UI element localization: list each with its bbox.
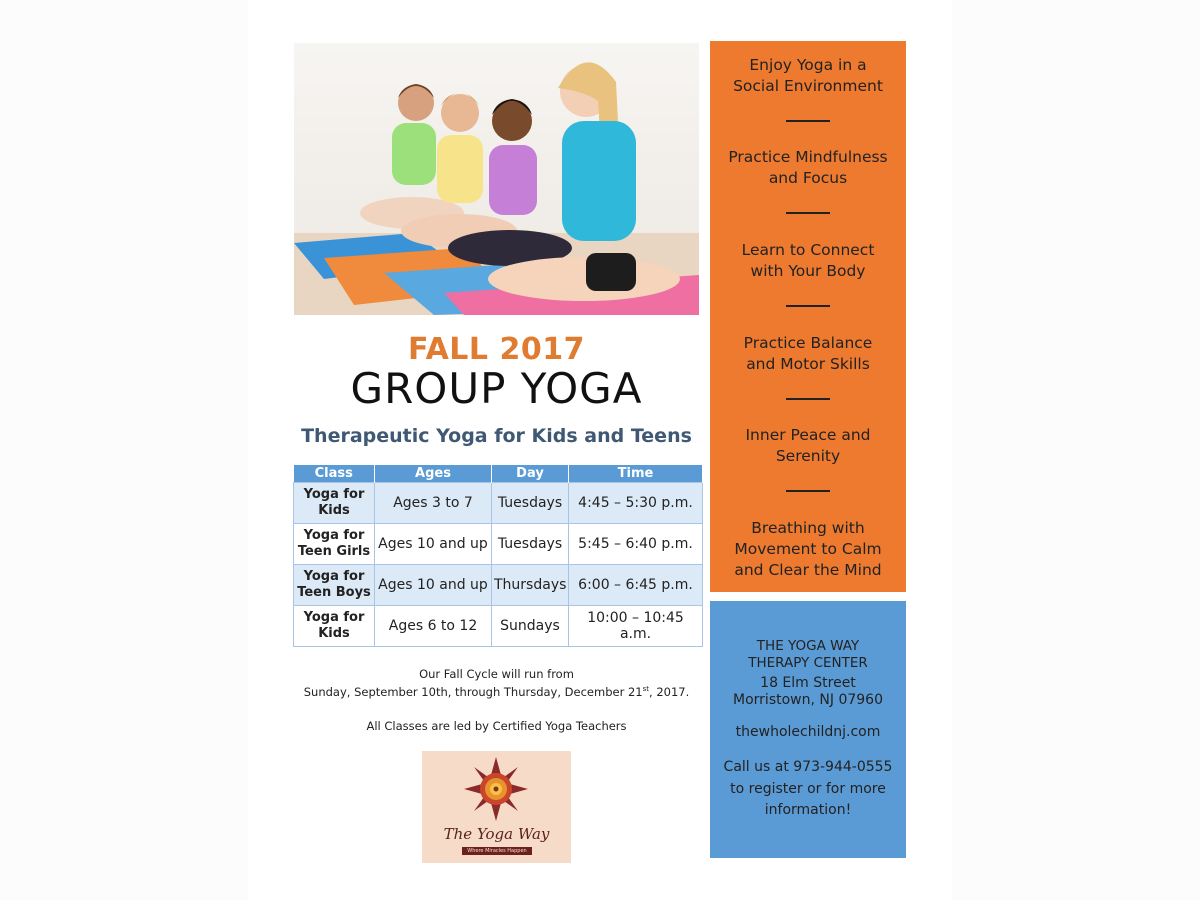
contact-panel [710,601,906,858]
address [710,675,906,709]
ages-cell: Ages 10 and up [375,565,492,606]
benefit-line: Movement to Calm [734,540,882,558]
benefit-line: Inner Peace and [745,426,871,444]
day-cell: Tuesdays [492,483,569,524]
time-cell: 5:45 – 6:40 p.m. [569,524,703,565]
benefit-line: and Motor Skills [746,355,870,373]
benefit-item [710,240,906,282]
benefit-line: and Clear the Mind [734,561,882,579]
ages-cell: Ages 3 to 7 [375,483,492,524]
benefit-line: Breathing with [751,519,865,537]
benefit-line: Practice Balance [743,334,873,352]
time-cell: 4:45 – 5:30 p.m. [569,483,703,524]
city-state-zip: Morristown, NJ 07960 [733,692,883,708]
divider [786,120,830,122]
ages-cell: Ages 10 and up [375,524,492,565]
teachers-note: All Classes are led by Certified Yoga Teachers [366,719,627,733]
benefits-panel [710,41,906,592]
org-name-line: THERAPY CENTER [748,655,868,671]
schedule-table [293,465,703,647]
date-ordinal-suffix: st [642,685,650,694]
divider [786,305,830,307]
info-line: information! [764,802,852,818]
benefit-line: Enjoy Yoga in a [749,56,867,74]
kids-yoga-photo [294,43,699,315]
benefit-item [710,147,906,189]
column-header-time: Time [569,465,703,483]
table-row [294,565,703,606]
org-name [710,638,906,672]
day-cell: Thursdays [492,565,569,606]
page-margin-left [0,0,248,900]
class-cell: Yoga for Teen Girls [294,524,375,565]
logo-name: The Yoga Way [443,825,550,843]
benefit-line: and Focus [768,169,848,187]
page-subtitle: Therapeutic Yoga for Kids and Teens [301,425,692,447]
day-cell: Tuesdays [492,524,569,565]
benefit-line: Serenity [775,447,841,465]
class-cell: Yoga for Kids [294,483,375,524]
benefit-item [710,55,906,97]
phone-line: Call us at 973-944-0555 [723,759,893,775]
benefit-item [710,518,906,581]
benefit-item [710,425,906,467]
benefit-line: with Your Body [750,262,866,280]
class-cell: Yoga for Kids [294,606,375,647]
website-link[interactable]: thewholechildnj.com [735,724,881,740]
benefit-line: Social Environment [733,77,883,95]
cycle-note-line2 [294,685,699,699]
benefit-line: Practice Mindfulness [728,148,888,166]
benefit-item [710,333,906,375]
column-header-day: Day [492,465,569,483]
cycle-note-line1: Our Fall Cycle will run from [419,667,574,681]
divider [786,490,830,492]
class-cell: Yoga for Teen Boys [294,565,375,606]
table-row [294,483,703,524]
cycle-year-text: , 2017. [649,685,690,699]
cycle-dates-text: Sunday, September 10th, through Thursday, December 21 [303,685,643,699]
yoga-way-logo [422,751,571,863]
page-margin-right [952,0,1200,900]
page-title: GROUP YOGA [350,364,643,413]
season-heading: FALL 2017 [408,332,585,367]
benefit-line: Learn to Connect [741,241,875,259]
time-cell: 10:00 – 10:45 a.m. [569,606,703,647]
table-header-row [294,465,703,483]
street-address: 18 Elm Street [760,675,856,691]
column-header-ages: Ages [375,465,492,483]
org-name-line: THE YOGA WAY [756,638,860,654]
time-cell: 6:00 – 6:45 p.m. [569,565,703,606]
call-to-action [710,757,906,822]
table-row [294,606,703,647]
ages-cell: Ages 6 to 12 [375,606,492,647]
register-line: to register or for more [730,780,886,797]
divider [786,212,830,214]
divider [786,398,830,400]
day-cell: Sundays [492,606,569,647]
logo-tagline: Where Miracles Happen [462,847,532,855]
table-row [294,524,703,565]
column-header-class: Class [294,465,375,483]
